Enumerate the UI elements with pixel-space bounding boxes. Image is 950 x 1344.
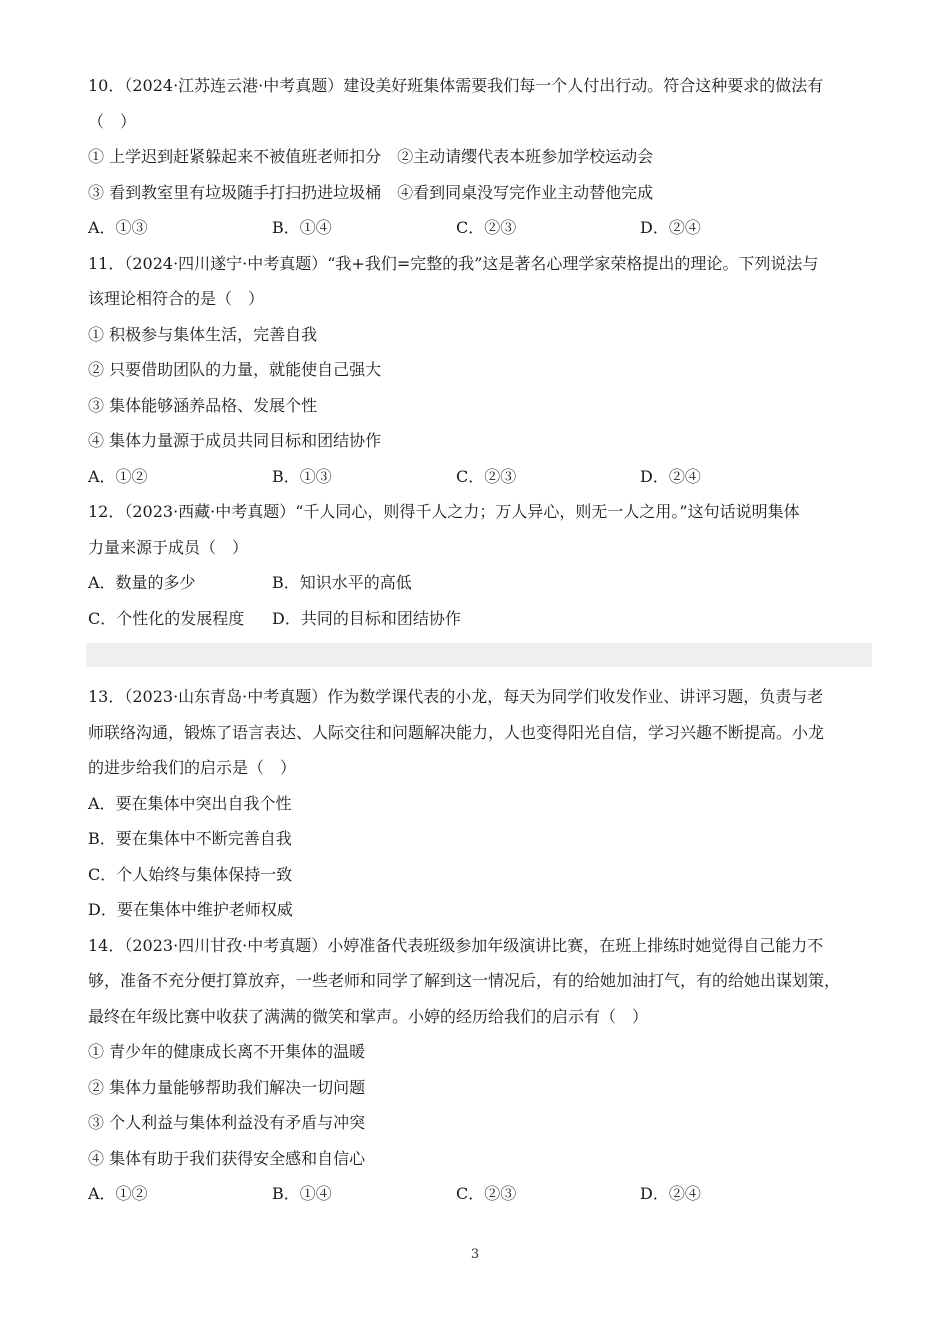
question-stem-line: 的进步给我们的启示是（ ） — [88, 758, 297, 777]
statement-line: ② 集体力量能够帮助我们解决一切问题 — [88, 1077, 366, 1097]
statement-line: ② 只要借助团队的力量，就能使自己强大 — [88, 360, 382, 379]
statement-line: ① 青少年的健康成长离不开集体的温暖 — [88, 1042, 366, 1061]
option-b: B．知识水平的高低 — [272, 573, 412, 592]
option-c: C．②③ — [456, 466, 517, 486]
option-a: A．①③ — [88, 218, 148, 237]
question-stem-line: 11．（2024·四川遂宁·中考真题）“我+我们=完整的我”这是著名心理学家荣格提出的理论。下列说法与 — [88, 253, 819, 273]
option-a: A．数量的多少 — [88, 573, 196, 592]
option-c: C．个性化的发展程度 — [88, 608, 245, 628]
statement-line: ① 上学迟到赶紧躲起来不被值班老师扣分 ②主动请缨代表本班参加学校运动会 — [88, 147, 654, 166]
statement-line: ③ 看到教室里有垃圾随手打扫扔进垃圾桶 ④看到同桌没写完作业主动替他完成 — [88, 182, 654, 202]
document-page — [88, 68, 868, 1212]
options-row — [88, 601, 868, 637]
option-c: C．②③ — [456, 218, 517, 237]
question-stem-line: 师联络沟通，锻炼了语言表达、人际交往和问题解决能力，人也变得阳光自信，学习兴趣不断提高。小龙 — [88, 722, 825, 742]
question-stem-line: 14．（2023·四川甘孜·中考真题）小婷准备代表班级参加年级演讲比赛，在班上排练时她觉得自己能力不 — [88, 935, 824, 955]
question-stem-line: 力量来源于成员（ ） — [88, 537, 249, 557]
option-c: C．②③ — [456, 1184, 517, 1203]
option-b: B．①③ — [272, 466, 332, 486]
question-13 — [88, 679, 868, 928]
page-number: 3 — [470, 1247, 480, 1262]
question-10 — [88, 68, 868, 246]
section-divider-band — [86, 643, 872, 667]
option-b: B．要在集体中不断完善自我 — [88, 829, 292, 848]
statement-line: ④ 集体有助于我们获得安全感和自信心 — [88, 1148, 366, 1168]
question-stem-line: 12．（2023·西藏·中考真题）“千人同心，则得千人之力；万人异心，则无一人之用。”这句话说明集体 — [88, 502, 800, 521]
question-stem-line: 13．（2023·山东青岛·中考真题）作为数学课代表的小龙，每天为同学们收发作业、讲评习题，负责与老 — [88, 687, 824, 706]
question-stem-line: 最终在年级比赛中收获了满满的微笑和掌声。小婷的经历给我们的启示有（ ） — [88, 1006, 649, 1026]
question-11 — [88, 246, 868, 495]
question-12 — [88, 494, 868, 636]
options-row — [88, 210, 868, 246]
statement-line: ③ 个人利益与集体利益没有矛盾与冲突 — [88, 1113, 366, 1132]
option-d: D．要在集体中维护老师权威 — [88, 900, 293, 919]
question-stem-line: 该理论相符合的是（ ） — [88, 289, 265, 308]
statement-line: ④ 集体力量源于成员共同目标和团结协作 — [88, 431, 382, 450]
option-c: C．个人始终与集体保持一致 — [88, 864, 293, 884]
option-a: A．①② — [88, 466, 148, 486]
option-a: A．要在集体中突出自我个性 — [88, 793, 292, 813]
options-row — [88, 1176, 868, 1212]
option-d: D．共同的目标和团结协作 — [272, 608, 461, 628]
statement-line: ③ 集体能够涵养品格、发展个性 — [88, 395, 318, 415]
option-a: A．①② — [88, 1184, 148, 1203]
option-d: D．②④ — [640, 218, 701, 237]
options-row — [88, 459, 868, 495]
question-stem-line: 够，准备不充分便打算放弃，一些老师和同学了解到这一情况后，有的给她加油打气，有的给她出谋划策， — [88, 971, 841, 990]
option-d: D．②④ — [640, 1184, 701, 1203]
question-stem-line: 10．（2024·江苏连云港·中考真题）建设美好班集体需要我们每一个人付出行动。符合这种要求的做法有 — [88, 76, 824, 95]
statement-line: ① 积极参与集体生活，完善自我 — [88, 324, 318, 344]
option-b: B．①④ — [272, 1184, 332, 1203]
options-row — [88, 565, 868, 601]
question-14 — [88, 928, 868, 1212]
option-b: B．①④ — [272, 218, 332, 237]
question-stem-line: （ ） — [88, 111, 137, 131]
option-d: D．②④ — [640, 466, 701, 486]
